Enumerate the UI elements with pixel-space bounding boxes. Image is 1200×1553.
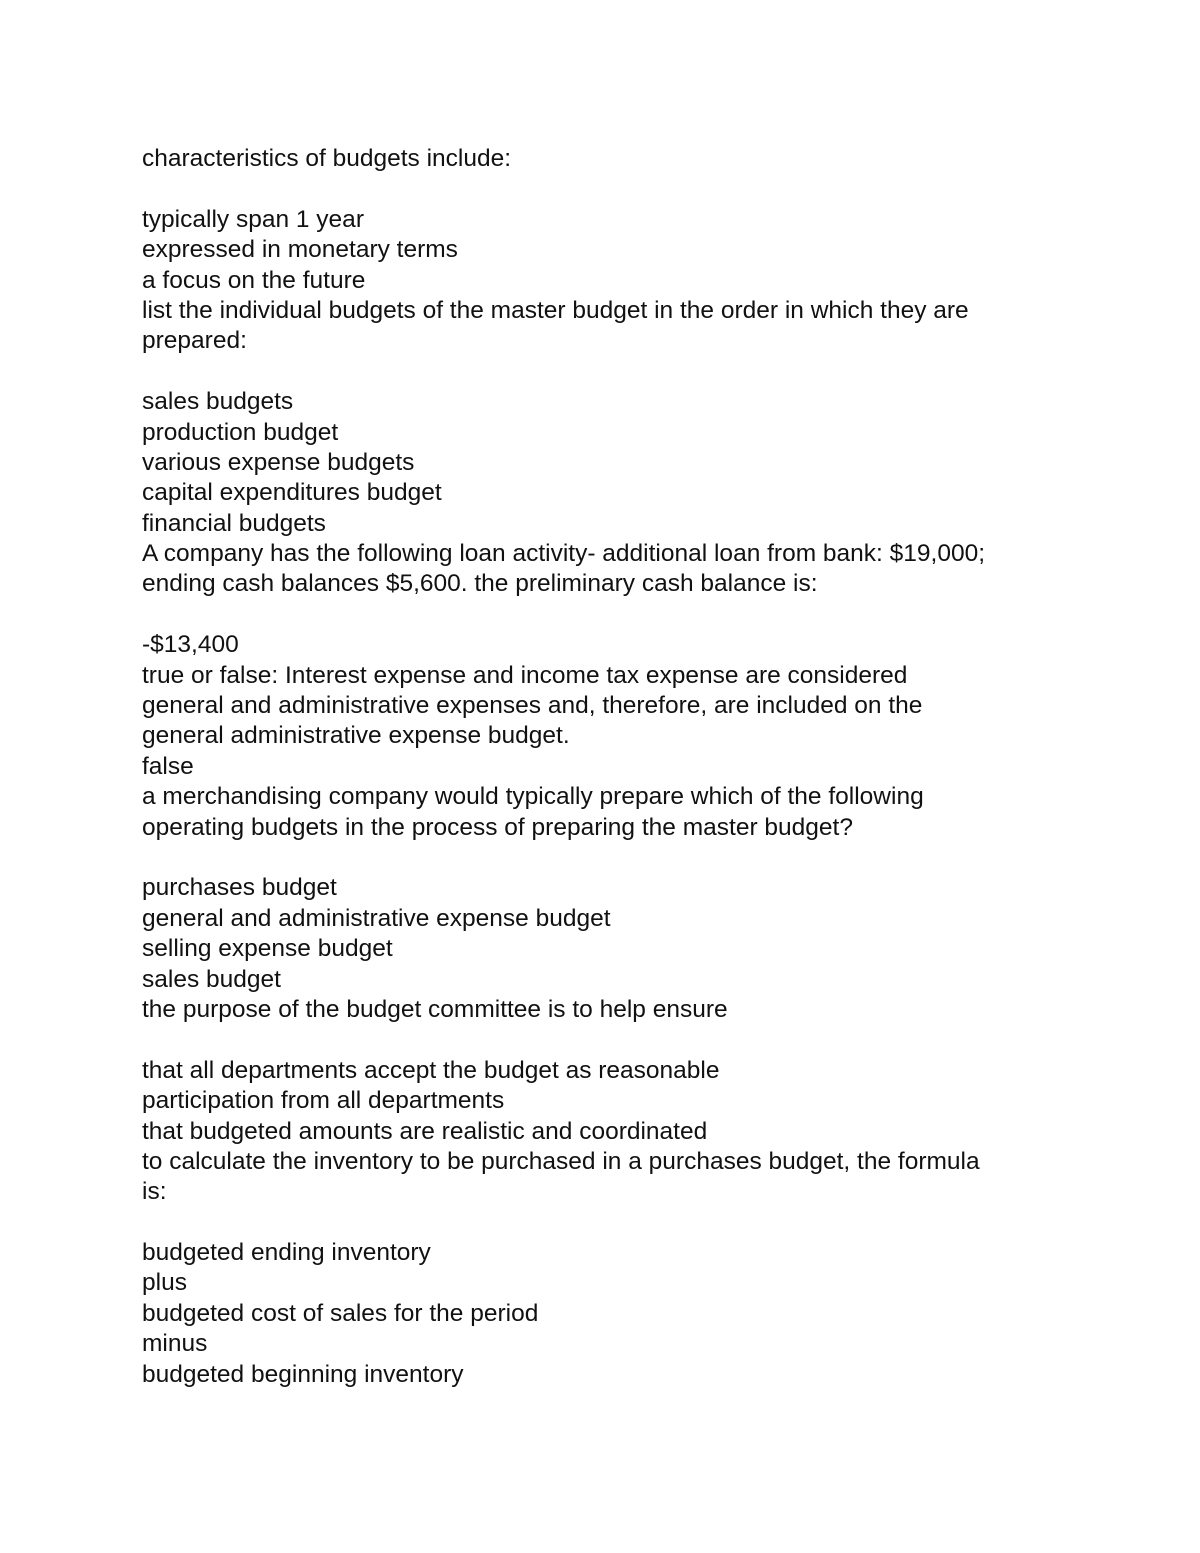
blank-line (142, 1025, 1102, 1055)
text-line: ending cash balances $5,600. the preliminary cash balance is: (142, 570, 818, 598)
text-line: plus (142, 1269, 187, 1297)
text-line: budgeted beginning inventory (142, 1360, 464, 1388)
text-line: general and administrative expenses and, therefore, are included on the (142, 692, 923, 720)
text-line: sales budgets (142, 388, 294, 416)
text-line: operating budgets in the process of preparing the master budget? (142, 813, 853, 841)
text-line: capital expenditures budget (142, 479, 442, 507)
blank-line (142, 1208, 1102, 1238)
text-line: a focus on the future (142, 266, 366, 294)
text-line: budgeted ending inventory (142, 1239, 431, 1267)
text-line: typically span 1 year (142, 205, 364, 233)
blank-line (142, 174, 1102, 204)
text-line: budgeted cost of sales for the period (142, 1299, 539, 1327)
blank-line (142, 600, 1102, 630)
text-line: is: (142, 1178, 167, 1206)
text-line: expressed in monetary terms (142, 236, 458, 264)
text-line: the purpose of the budget committee is to help ensure (142, 995, 728, 1023)
text-line: false (142, 752, 194, 780)
text-line: selling expense budget (142, 935, 393, 963)
text-line: list the individual budgets of the master budget in the order in which they are (142, 296, 969, 324)
text-line: sales budget (142, 965, 281, 993)
text-line: that budgeted amounts are realistic and coordinated (142, 1117, 708, 1145)
text-line: production budget (142, 418, 339, 446)
text-line: general administrative expense budget. (142, 722, 570, 750)
text-line: true or false: Interest expense and income tax expense are considered (142, 661, 908, 689)
text-line: participation from all departments (142, 1087, 505, 1115)
text-line: that all departments accept the budget as reasonable (142, 1056, 720, 1084)
blank-line (142, 843, 1102, 873)
text-line: prepared: (142, 327, 247, 355)
text-line: general and administrative expense budget (142, 904, 611, 932)
text-line: characteristics of budgets include: (142, 145, 512, 172)
text-line: to calculate the inventory to be purchased in a purchases budget, the formula (142, 1147, 980, 1175)
text-line: A company has the following loan activity- additional loan from bank: $19,000; (142, 540, 986, 568)
text-line: -$13,400 (142, 631, 239, 659)
text-line: financial budgets (142, 509, 326, 537)
text-line: various expense budgets (142, 448, 415, 476)
text-line: purchases budget (142, 874, 337, 902)
document-body (142, 144, 1102, 1390)
text-line: a merchandising company would typically prepare which of the following (142, 783, 924, 811)
blank-line (142, 357, 1102, 387)
text-line: minus (142, 1330, 208, 1358)
